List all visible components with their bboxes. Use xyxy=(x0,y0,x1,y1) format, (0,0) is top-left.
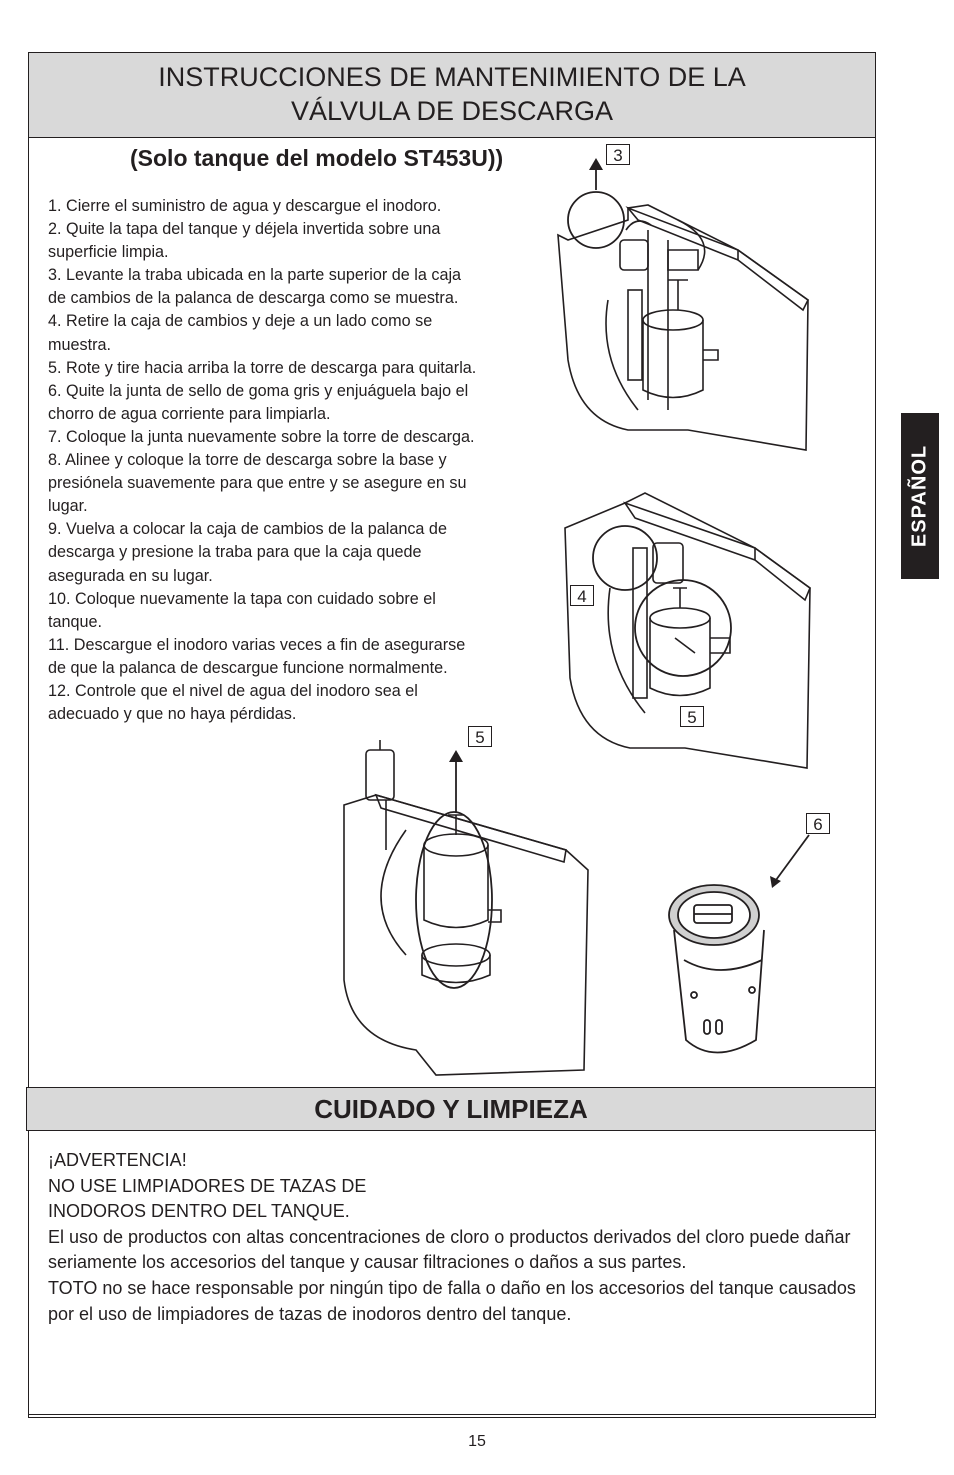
step-line: 12. Controle que el nivel de agua del inodoro sea el xyxy=(48,681,418,700)
model-subtitle: (Solo tanque del modelo ST453U)) xyxy=(130,145,504,171)
title-line-2: VÁLVULA DE DESCARGA xyxy=(290,96,614,126)
step-line: chorro de agua corriente para limpiarla. xyxy=(48,404,331,423)
step-line: 11. Descargue el inodoro varias veces a fin de asegurarse xyxy=(48,635,466,654)
step-line: 4. Retire la caja de cambios y deje a un lado como se xyxy=(48,312,433,331)
step-line: presiónela suavemente para que entre y se asegure en su xyxy=(48,474,467,493)
step-line: 1. Cierre el suministro de agua y descargue el inodoro. xyxy=(48,197,442,215)
step-line: 3. Levante la traba ubicada en la parte superior de la caja xyxy=(48,266,462,285)
title-band xyxy=(28,52,876,138)
care-text xyxy=(48,1148,868,1327)
warning-title: ¡ADVERTENCIA! xyxy=(48,1150,187,1170)
step-line: muestra. xyxy=(48,335,111,354)
step-line: de que la palanca de descargue funcione normalmente. xyxy=(48,658,448,677)
frame-bottom-rule xyxy=(28,1414,876,1415)
care-paragraph: TOTO no se hace responsable por ningún tipo de falla o daño en los accesorios del tanque causados por el uso de limpiadores de tazas de inodoros dentro del tanque. xyxy=(48,1277,856,1324)
step-line: tanque. xyxy=(48,612,103,631)
seal-illustration-step6 xyxy=(664,830,814,1070)
steps-list xyxy=(48,195,563,726)
page-number: 15 xyxy=(468,1433,486,1450)
step-line: lugar. xyxy=(48,497,88,516)
step-line: 6. Quite la junta de sello de goma gris y enjuáguela bajo el xyxy=(48,381,469,400)
step-line: superficie limpia. xyxy=(48,243,169,262)
care-heading: CUIDADO Y LIMPIEZA xyxy=(26,1087,876,1131)
callout-6: 6 xyxy=(806,813,830,834)
warning-line-2: INODOROS DENTRO DEL TANQUE. xyxy=(48,1201,350,1222)
step-line: de cambios de la palanca de descarga como se muestra. xyxy=(48,289,459,308)
step-line: 9. Vuelva a colocar la caja de cambios de la palanca de xyxy=(48,520,447,539)
step-line: asegurada en su lugar. xyxy=(48,566,213,585)
step-line: 7. Coloque la junta nuevamente sobre la torre de descarga. xyxy=(48,427,475,446)
tank-illustration-step3 xyxy=(548,160,810,470)
care-paragraph: El uso de productos con altas concentraciones de cloro o productos derivados del cloro puede dañar seriamente los accesorios del tanque y causar filtraciones o daños a sus partes. xyxy=(48,1226,851,1273)
warning-line-1: NO USE LIMPIADORES DE TAZAS DE xyxy=(48,1175,367,1196)
callout-4: 4 xyxy=(570,585,594,606)
tank-illustration-step5 xyxy=(336,740,596,1080)
step-line: 5. Rote y tire hacia arriba la torre de descarga para quitarla. xyxy=(48,358,477,377)
language-tab xyxy=(901,413,939,579)
callout-5-lower: 5 xyxy=(468,726,492,747)
step-line: 8. Alinee y coloque la torre de descarga sobre la base y xyxy=(48,451,447,470)
step-line: adecuado y que no haya pérdidas. xyxy=(48,705,297,724)
title-line-1: INSTRUCCIONES DE MANTENIMIENTO DE LA xyxy=(158,62,746,92)
callout-5-upper: 5 xyxy=(680,706,704,727)
step-line: 10. Coloque nuevamente la tapa con cuidado sobre el xyxy=(48,589,436,608)
step-line: 2. Quite la tapa del tanque y déjela invertida sobre una xyxy=(48,220,441,239)
step-line: descarga y presione la traba para que la caja quede xyxy=(48,543,422,562)
language-tab-label: ESPAÑOL xyxy=(908,444,931,548)
callout-3: 3 xyxy=(606,144,630,165)
